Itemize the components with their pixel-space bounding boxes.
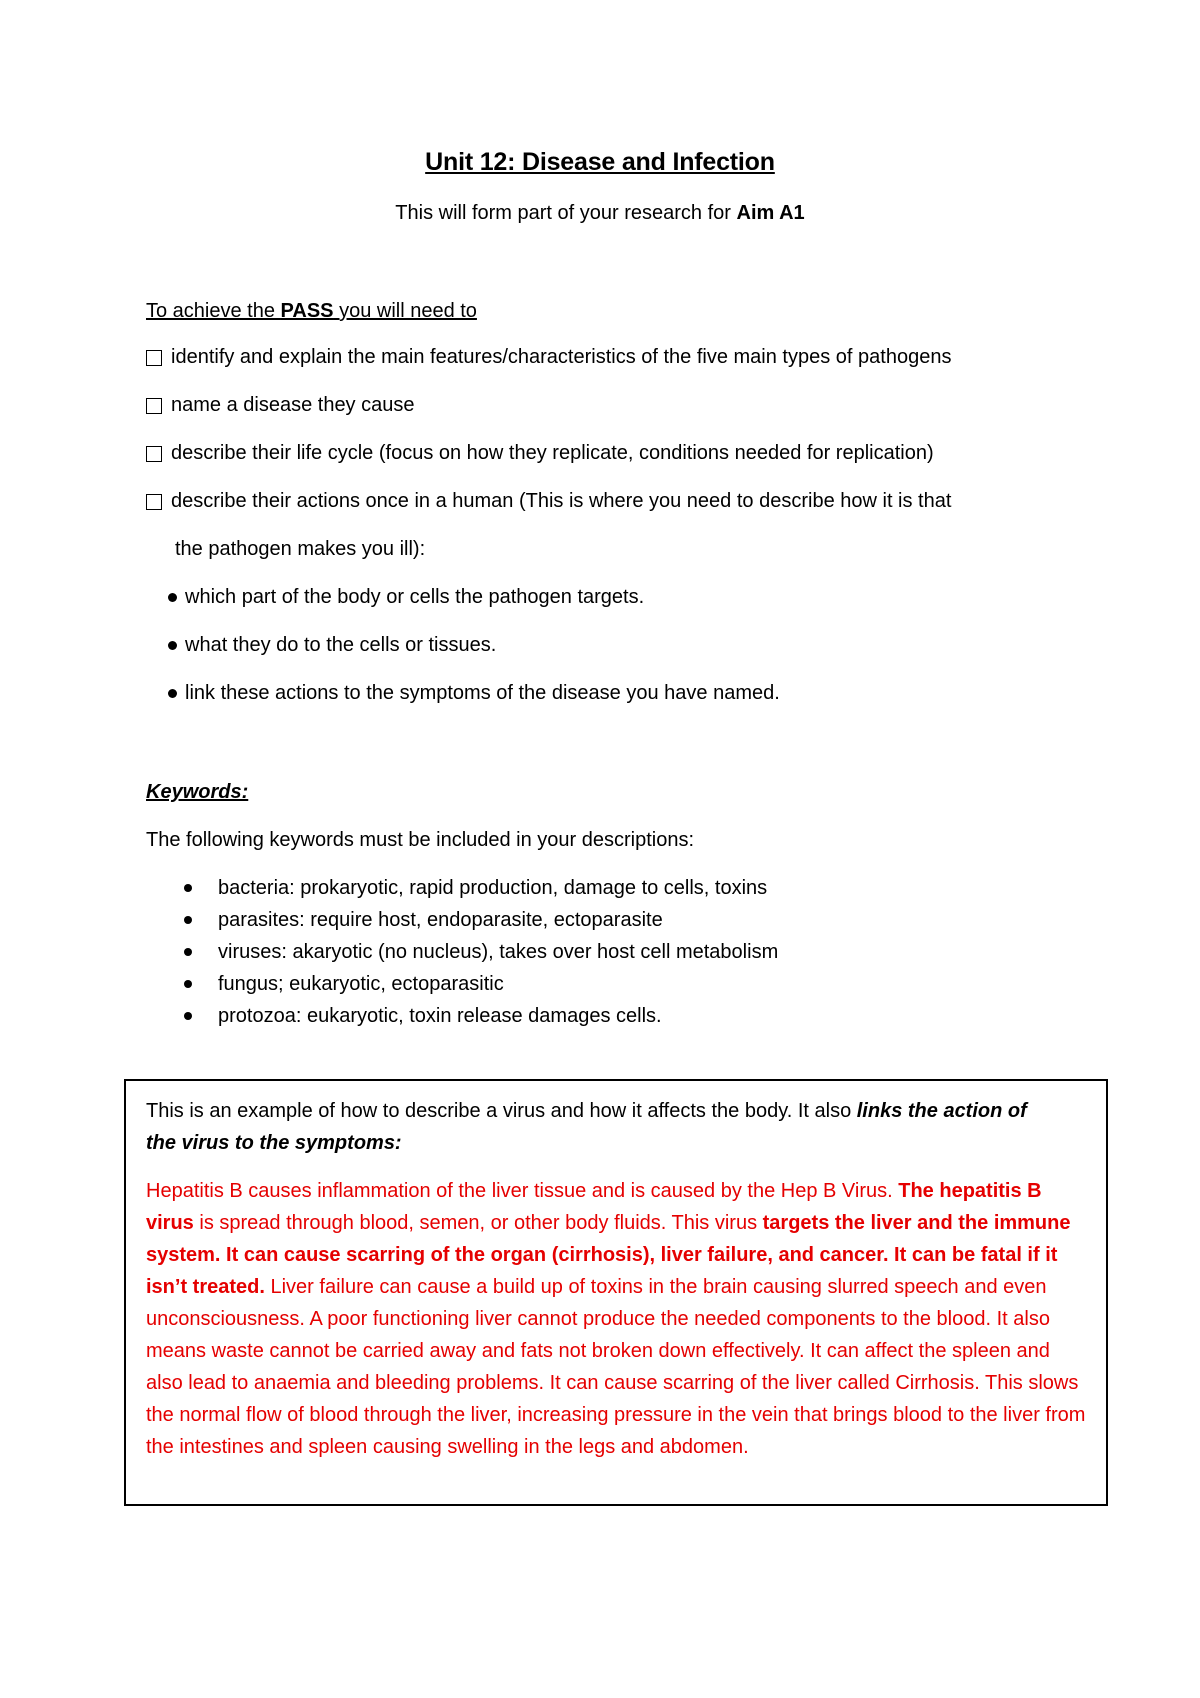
bullet-icon [184, 980, 192, 988]
keywords-intro: The following keywords must be included in your descriptions: [146, 829, 695, 851]
checklist-item [146, 346, 951, 369]
checklist-item [146, 442, 934, 465]
page-subtitle [0, 202, 1200, 225]
keyword-item [146, 872, 778, 904]
sub-point [168, 634, 496, 657]
example-body-segment: is spread through blood, semen, or other body fluids. This virus [193, 1212, 763, 1234]
sub-point-text: what they do to the cells or tissues. [185, 634, 497, 656]
example-body [146, 1175, 1086, 1463]
example-intro-text: This is an example of how to describe a virus and how it affects the body. It also [146, 1100, 857, 1122]
subtitle-aim: Aim A1 [736, 202, 805, 224]
pass-heading-bold: PASS [280, 300, 334, 322]
keyword-item [146, 968, 778, 1000]
keyword-text: fungus; eukaryotic, ectoparasitic [218, 973, 504, 995]
example-box [124, 1079, 1108, 1506]
pass-heading [146, 300, 477, 323]
bullet-icon [168, 689, 177, 698]
pass-heading-suffix: you will need to [333, 300, 477, 322]
keyword-text: parasites: require host, endoparasite, ectoparasite [218, 909, 663, 931]
checklist-item-text: name a disease they cause [171, 394, 415, 416]
pass-heading-prefix: To achieve the [146, 300, 281, 322]
example-body-segment-bold: targets the liver and the immune system. It can cause scarring of the organ (cirrhosis), liver failure, and cancer. It can be fatal if it isn’t treated. [146, 1212, 1071, 1298]
checkbox-icon [146, 398, 162, 414]
subtitle-text: This will form part of your research for [395, 202, 737, 224]
page-title: Unit 12: Disease and Infection [425, 148, 775, 176]
bullet-icon [184, 948, 192, 956]
checklist-item [146, 394, 415, 417]
bullet-icon [184, 916, 192, 924]
bullet-icon [184, 1012, 192, 1020]
example-intro-emphasis: links the action of the virus to the symptoms: [146, 1100, 1027, 1154]
example-body-segment: Hepatitis B causes inflammation of the liver tissue and is caused by the Hep B Virus. [146, 1180, 899, 1202]
checklist-item-text: identify and explain the main features/characteristics of the five main types of pathogens [171, 346, 952, 368]
sub-point [168, 586, 644, 609]
keyword-item [146, 904, 778, 936]
bullet-icon [168, 593, 177, 602]
checkbox-icon [146, 350, 162, 366]
checklist-item-text: describe their life cycle (focus on how they replicate, conditions needed for replication) [171, 442, 934, 464]
example-body-segment-bold: The hepatitis B virus [146, 1180, 1042, 1234]
example-intro [146, 1095, 1046, 1159]
checklist-item [146, 490, 951, 513]
keyword-item [146, 1000, 778, 1032]
keyword-text: bacteria: prokaryotic, rapid production, damage to cells, toxins [218, 877, 768, 899]
checkbox-icon [146, 446, 162, 462]
checklist-item-text: describe their actions once in a human (This is where you need to describe how it is that [171, 490, 952, 512]
bullet-icon [184, 884, 192, 892]
keywords-heading: Keywords: [146, 781, 249, 803]
sub-point-text: link these actions to the symptoms of the disease you have named. [185, 682, 780, 704]
checklist-continuation: the pathogen makes you ill): [175, 538, 426, 560]
checkbox-icon [146, 494, 162, 510]
keyword-item [146, 936, 778, 968]
keyword-text: viruses: akaryotic (no nucleus), takes over host cell metabolism [218, 941, 779, 963]
keywords-list [146, 872, 778, 1032]
sub-point-text: which part of the body or cells the pathogen targets. [185, 586, 645, 608]
keyword-text: protozoa: eukaryotic, toxin release damages cells. [218, 1005, 662, 1027]
example-body-segment: Liver failure can cause a build up of toxins in the brain causing slurred speech and even unconsciousness. A poor functioning liver cannot produce the needed components to the blood. It also means waste cannot be carried away and fats not broken down effectively. It can affect the spleen and also lead to anaemia and bleeding problems. It can cause scarring of the liver called Cirrhosis. This slows the normal flow of blood through the liver, increasing pressure in the vein that brings blood to the liver from the intestines and spleen causing swelling in the legs and abdomen. [146, 1276, 1086, 1458]
bullet-icon [168, 641, 177, 650]
sub-point [168, 682, 780, 705]
